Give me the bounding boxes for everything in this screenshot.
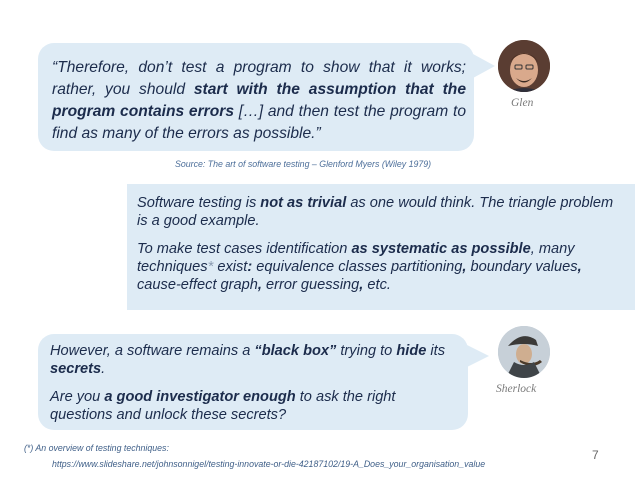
footnote: [24, 440, 485, 472]
quote-source: Source: The art of software testing – Glenford Myers (Wiley 1979): [175, 159, 432, 169]
glen-name: Glen: [511, 97, 534, 109]
sherlock-avatar: [498, 326, 550, 378]
quote-bubble: [38, 43, 474, 151]
glen-avatar: [498, 40, 550, 92]
sherlock-name: Sherlock: [496, 383, 537, 395]
black-box-bubble: [38, 334, 468, 430]
techniques-statement: To make test cases identification as systematic as possible, many techniques* exist: equivalence classes partitioning, boundary values, cause-effect graph, error guessing, etc.: [137, 241, 582, 293]
testing-info-box: [127, 184, 635, 310]
page-number: 7: [592, 448, 599, 462]
quote-text: “Therefore, don’t test a program to show that it works; rather, you should start with the assumption that the program contains errors […] and then test the program to find as many of the errors as possible.”: [52, 59, 466, 142]
footnote-link[interactable]: https://www.slideshare.net/johnsonnigel/testing-innovate-or-die-42187102/19-A_Does_your_organisation_value: [52, 459, 486, 469]
quote-bubble-tail: [473, 54, 495, 78]
testing-statement: Software testing is not as trivial as one would think. The triangle problem is a good example.: [137, 195, 614, 229]
footnote-label: (*) An overview of testing techniques:: [24, 443, 169, 453]
black-box-text: However, a software remains a “black box” trying to hide its secrets.: [50, 343, 446, 377]
black-box-bubble-tail: [467, 345, 489, 367]
investigator-question: Are you a good investigator enough to ask the right questions and unlock these secrets?: [50, 389, 396, 423]
